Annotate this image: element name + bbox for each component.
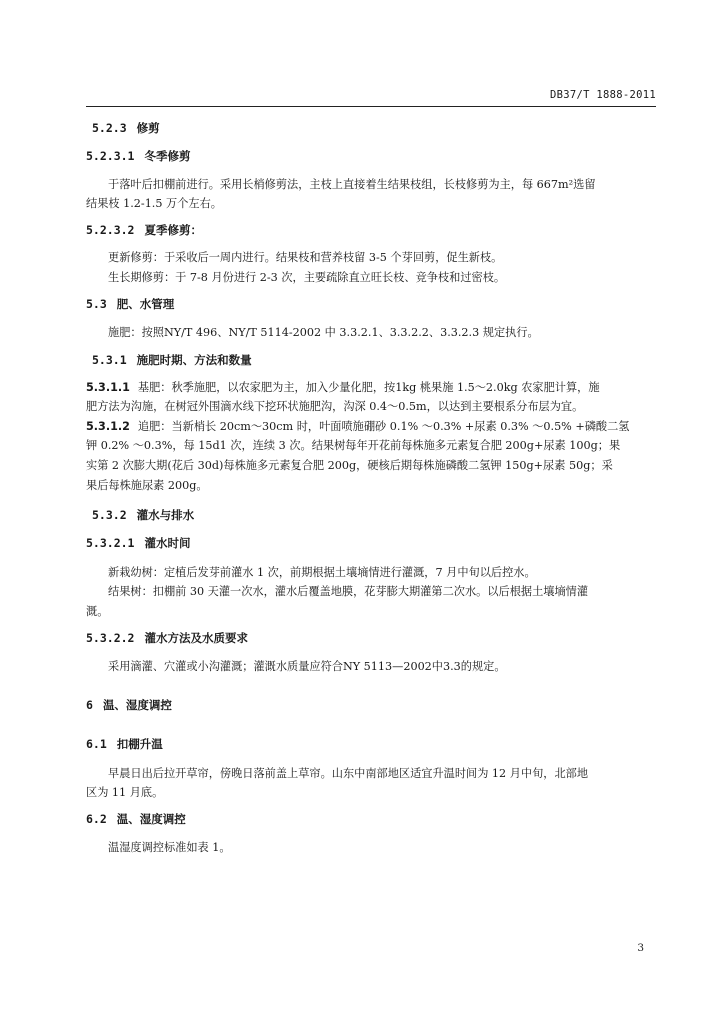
- heading-title: 夏季修剪：: [144, 223, 202, 237]
- heading-5-3: [86, 296, 174, 312]
- paragraph-greenhouse-warming-line2: 区为 11 月底。: [86, 786, 164, 799]
- heading-number: 5.3.2.1: [86, 536, 135, 550]
- page-number: 3: [637, 942, 644, 954]
- heading-number: 6: [86, 698, 93, 712]
- heading-title: 灌水时间: [144, 536, 191, 550]
- heading-number: 5.3.2: [92, 508, 127, 522]
- heading-title: 灌水方法及水质要求: [144, 631, 248, 645]
- heading-5-2-3: [92, 120, 160, 136]
- paragraph-fertilization: 施肥：按照NY/T 496、NY/T 5114-2002 中 3.3.2.1、3.3.2.2、3.3.2.3 规定执行。: [108, 326, 539, 339]
- heading-6-1: [86, 736, 163, 752]
- paragraph-young-trees: 新栽幼树：定植后发芽前灌水 1 次，前期根据土壤墒情进行灌溉，7 月中旬以后控水。: [108, 566, 536, 579]
- heading-5-2-3-1: [86, 148, 190, 164]
- paragraph-renewal-pruning: 更新修剪：于采收后一周内进行。结果枝和营养枝留 3-5 个芽回剪，促生新枝。: [108, 251, 503, 264]
- clause-text: 基肥：秋季施肥，以农家肥为主，加入少量化肥，按1kg 桃果施 1.5～2.0kg 农家肥计算，施: [137, 381, 600, 394]
- heading-6: [86, 697, 172, 713]
- clause-text: 追肥：当新梢长 20cm～30cm 时，叶面喷施硼砂 0.1% ～0.3% +尿素 0.3% ～0.5% +磷酸二氢: [137, 420, 630, 433]
- heading-title: 温、湿度调控: [102, 698, 172, 712]
- heading-5-3-2: [92, 507, 194, 523]
- paragraph-greenhouse-warming-line1: 早晨日出后拉开草帘，傍晚日落前盖上草帘。山东中南部地区适宜升温时间为 12 月中旬，北部地: [108, 767, 589, 780]
- clause-number: 5.3.1.1: [86, 381, 130, 394]
- heading-title: 温、湿度调控: [116, 812, 186, 826]
- heading-6-2: [86, 811, 186, 827]
- paragraph-top-dressing-line1: [86, 417, 656, 436]
- heading-5-3-2-2: [86, 630, 248, 646]
- paragraph-top-dressing-line3: 实第 2 次膨大期(花后 30d)每株施多元素复合肥 200g，硬核后期每株施磷酸二氢钾 150g+尿素 50g；采: [86, 459, 613, 472]
- clause-number: 5.3.1.2: [86, 420, 130, 433]
- heading-title: 冬季修剪: [144, 149, 191, 163]
- paragraph-growth-pruning: 生长期修剪：于 7-8 月份进行 2-3 次，主要疏除直立旺长枝、竞争枝和过密枝。: [108, 271, 506, 284]
- heading-number: 5.2.3.1: [86, 149, 135, 163]
- paragraph-top-dressing-line2: 钾 0.2% ～0.3%，每 15d1 次，连续 3 次。结果树每年开花前每株施多元素复合肥 200g+尿素 100g；果: [86, 439, 621, 452]
- heading-5-2-3-2: [86, 222, 202, 238]
- heading-title: 施肥时期、方法和数量: [136, 353, 252, 367]
- header-rule: [86, 106, 656, 107]
- paragraph-irrigation-method: 采用滴灌、穴灌或小沟灌溉；灌溉水质量应符合NY 5113—2002中3.3的规定。: [108, 660, 506, 673]
- heading-number: 5.2.3: [92, 121, 127, 135]
- paragraph-winter-pruning-line2: 结果枝 1.2-1.5 万个左右。: [86, 197, 222, 210]
- heading-5-3-2-1: [86, 535, 190, 551]
- heading-number: 5.2.3.2: [86, 223, 135, 237]
- heading-title: 肥、水管理: [116, 297, 175, 311]
- standard-code: DB37/T 1888-2011: [550, 89, 656, 101]
- heading-number: 5.3.1: [92, 353, 127, 367]
- heading-number: 6.1: [86, 737, 107, 751]
- paragraph-base-fertilizer-line1: [86, 378, 656, 397]
- heading-number: 5.3: [86, 297, 107, 311]
- heading-title: 修剪: [136, 121, 160, 135]
- paragraph-base-fertilizer-line2: 肥方法为沟施，在树冠外围滴水线下挖环状施肥沟，沟深 0.4～0.5m，以达到主要根系分布层为宜。: [86, 400, 584, 413]
- heading-number: 5.3.2.2: [86, 631, 135, 645]
- paragraph-humidity-table-ref: 温湿度调控标准如表 1。: [108, 841, 231, 854]
- heading-5-3-1: [92, 352, 252, 368]
- heading-number: 6.2: [86, 812, 107, 826]
- paragraph-fruiting-trees-line1: 结果树：扣棚前 30 天灌一次水，灌水后覆盖地膜，花芽膨大期灌第二次水。以后根据土壤墒情灌: [108, 585, 589, 598]
- heading-title: 扣棚升温: [116, 737, 163, 751]
- paragraph-winter-pruning-line1: 于落叶后扣棚前进行。采用长梢修剪法，主枝上直接着生结果枝组，长枝修剪为主，每 667m²选留: [108, 178, 596, 191]
- paragraph-top-dressing-line4: 果后每株施尿素 200g。: [86, 479, 208, 492]
- heading-title: 灌水与排水: [136, 508, 195, 522]
- paragraph-fruiting-trees-line2: 溉。: [86, 605, 109, 618]
